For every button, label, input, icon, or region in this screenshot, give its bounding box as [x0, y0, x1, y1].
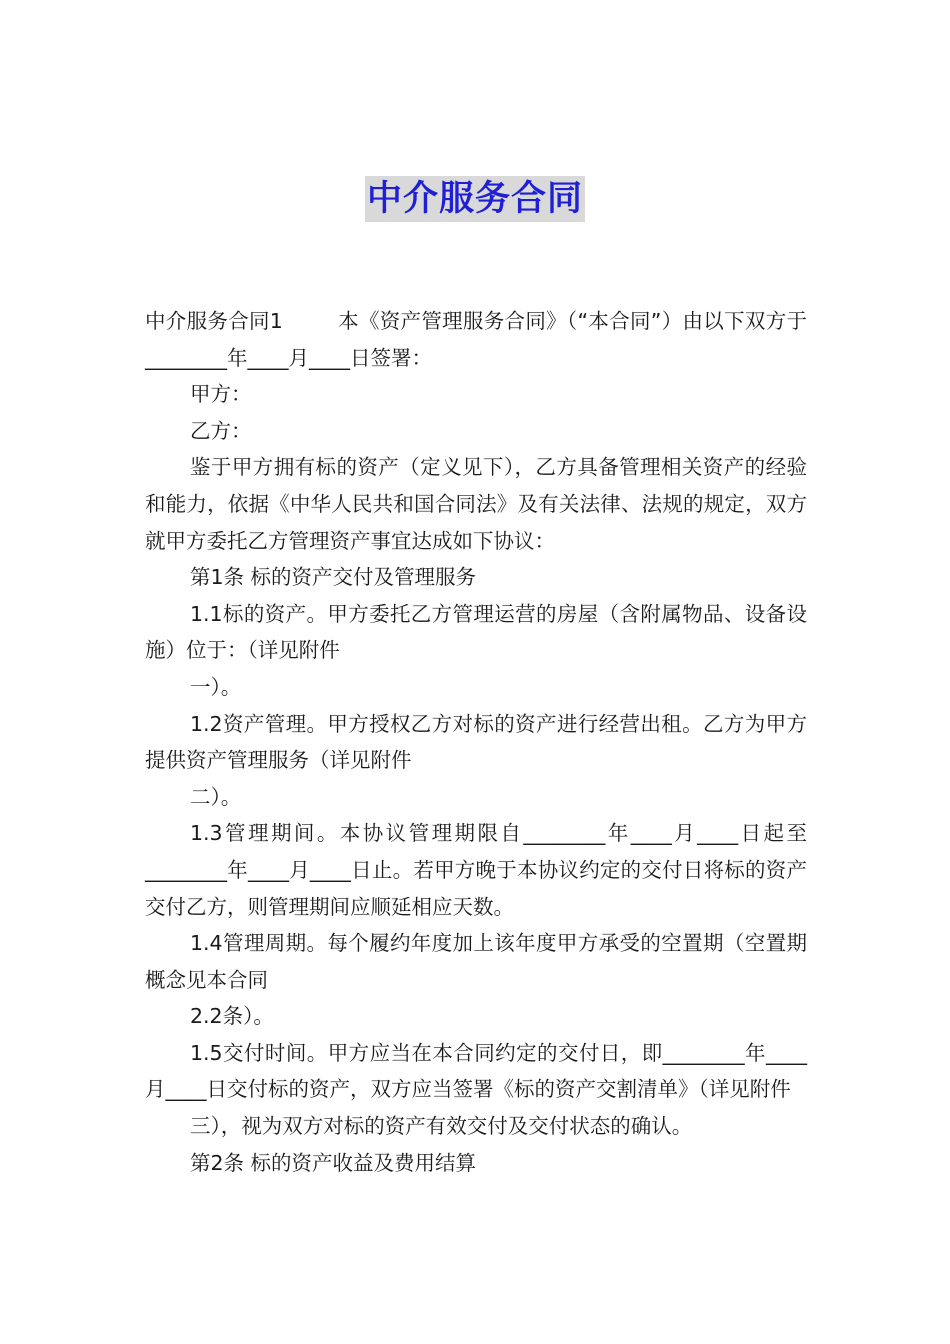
article-1-heading: 第1条 标的资产交付及管理服务 [190, 565, 477, 590]
clause-1-2-cont: 二）。 [190, 784, 242, 809]
paragraph-text: 本《资产管理服务合同》（“本合同”）由以下双方于________年____月____日签署： [145, 309, 807, 370]
clause-1-5: 1.5交付时间。甲方应当在本合同约定的交付日，即________年____月____日交付标的资产，双方应当签署《标的资产交割清单》（详见附件 [145, 1040, 807, 1102]
paragraph-recital: 鉴于甲方拥有标的资产（定义见下），乙方具备管理相关资产的经验和能力，依据《中华人民共和国合同法》及有关法律、法规的规定，双方就甲方委托乙方管理资产事宜达成如下协议： [145, 455, 807, 553]
clause-1-1-cont: 一）。 [190, 674, 242, 699]
clause-1-2: 1.2资产管理。甲方授权乙方对标的资产进行经营出租。乙方为甲方提供资产管理服务（详见附件 [145, 711, 807, 773]
document-title: 中介服务合同 [365, 176, 585, 222]
clause-1-1: 1.1标的资产。甲方委托乙方管理运营的房屋（含附属物品、设备设施）位于：（详见附件 [145, 601, 807, 663]
paragraph-party-b: 乙方： [190, 418, 252, 443]
article-2-heading: 第2条 标的资产收益及费用结算 [190, 1150, 477, 1175]
clause-1-4-cont: 2.2条）。 [190, 1004, 274, 1029]
title-container [0, 176, 950, 222]
document-body [145, 303, 807, 1181]
paragraph-party-a: 甲方： [190, 382, 252, 407]
paragraph-intro [145, 303, 807, 376]
clause-1-5-cont: 三），视为双方对标的资产有效交付及交付状态的确认。 [190, 1114, 693, 1139]
clause-1-3: 1.3管理期间。本协议管理期限自________年____月____日起至________年____月____日止。若甲方晚于本协议约定的交付日将标的资产交付乙方，则管理期间应顺延相应天数。 [145, 821, 807, 919]
clause-1-4: 1.4管理周期。每个履约年度加上该年度甲方承受的空置期（空置期概念见本合同 [145, 931, 807, 992]
paragraph-lead: 中介服务合同1 [145, 309, 283, 333]
